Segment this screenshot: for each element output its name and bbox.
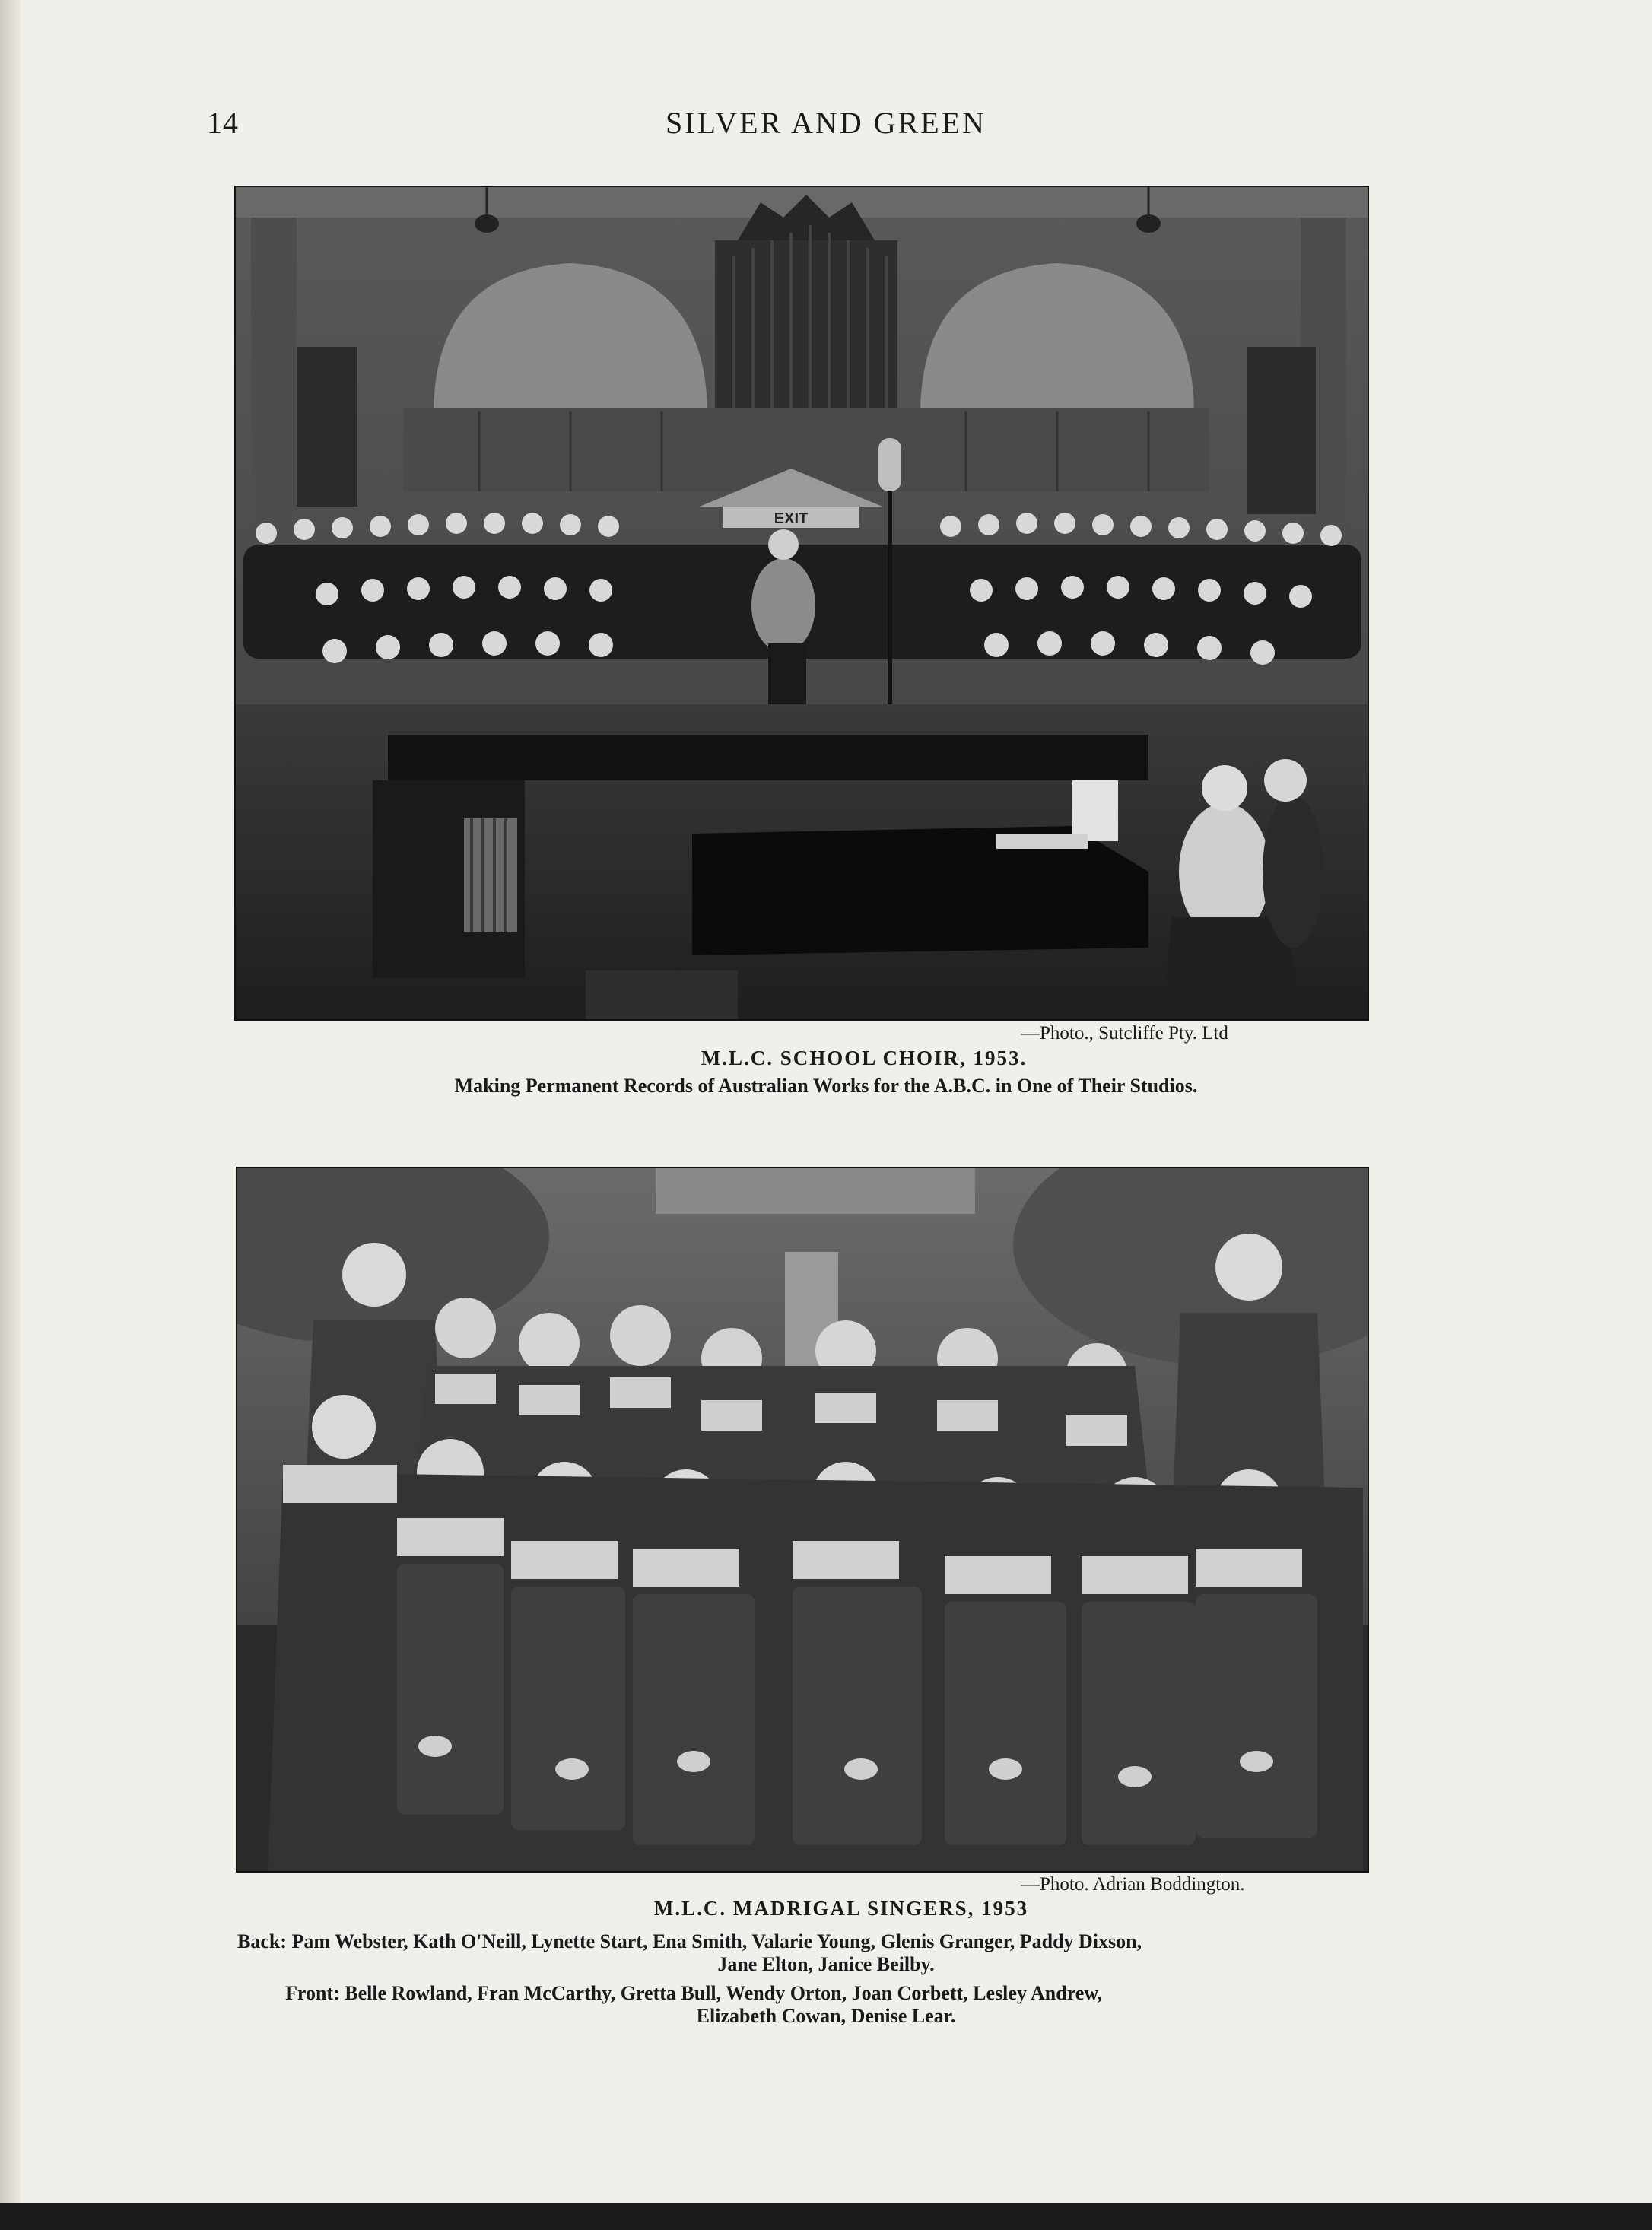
page-edge — [0, 0, 20, 2230]
back-row-names-line1: Back: Pam Webster, Kath O'Neill, Lynette Start, Ena Smith, Valarie Young, Glenis Granger, Paddy Dixson, — [237, 1930, 1142, 1952]
madrigal-photo-illustration — [237, 1168, 1368, 1871]
choir-photo — [234, 186, 1369, 1021]
front-row-names-line2: Elizabeth Cowan, Denise Lear. — [696, 2005, 956, 2027]
madrigal-photo-credit: —Photo. Adrian Boddington. — [1021, 1874, 1245, 1895]
front-row-names-line1: Front: Belle Rowland, Fran McCarthy, Gretta Bull, Wendy Orton, Joan Corbett, Lesley Andrew, — [285, 1982, 1103, 2004]
choir-photo-credit: —Photo., Sutcliffe Pty. Ltd — [1021, 1023, 1228, 1044]
page-number: 14 — [207, 106, 239, 140]
page-edge-bottom — [0, 2203, 1652, 2230]
madrigal-caption-title: M.L.C. MADRIGAL SINGERS, 1953 — [653, 1897, 1029, 1920]
running-title: SILVER AND GREEN — [665, 106, 987, 140]
choir-caption-subtitle: Making Permanent Records of Australian Works for the A.B.C. in One of Their Studios. — [454, 1075, 1198, 1097]
back-row-names-line2: Jane Elton, Janice Beilby. — [717, 1953, 935, 1975]
madrigal-photo — [236, 1167, 1369, 1873]
choir-photo-illustration — [236, 187, 1368, 1019]
exit-sign-text: EXIT — [774, 510, 809, 527]
choir-caption-title: M.L.C. SCHOOL CHOIR, 1953. — [701, 1047, 1028, 1069]
